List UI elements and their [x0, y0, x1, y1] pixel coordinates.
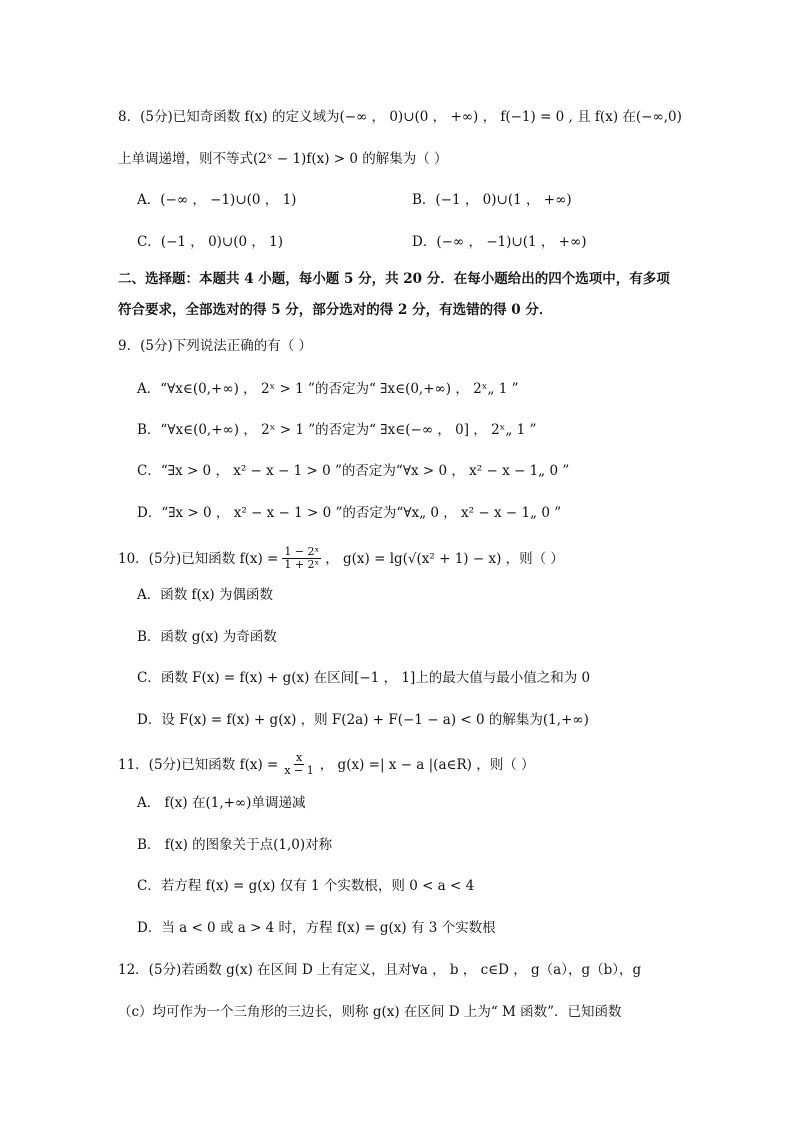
q11-option-a: A． f(x) 在(1,+∞)单调递减 — [137, 795, 306, 811]
q11-stem-post: ， g(x) =| x − a |(a∈R) ，则（ ） — [319, 756, 535, 773]
q9-option-a: A．“∀x∈(0,+∞) ， 2ˣ > 1 ”的否定为“ ∃x∈(0,+∞) ， 2ˣ„ 1 ” — [137, 381, 519, 397]
q10-fraction-numerator: 1 − 2ˣ — [284, 545, 320, 558]
q10-fraction — [282, 546, 321, 571]
q9-option-d: D．“∃x > 0 ， x² − x − 1 > 0 ”的否定为“∀x„ 0 ， x² − x − 1„ 0 ” — [137, 505, 562, 521]
q11-option-d: D．当 a < 0 或 a > 4 时，方程 f(x) = g(x) 有 3 个实数根 — [137, 920, 496, 936]
q8-option-b: B．(−1 ， 0)∪(1 ， +∞) — [412, 192, 572, 208]
section2-header-line1: 二、选择题：本题共 4 小题，每小题 5 分，共 20 分．在每小题给出的四个选项中，有多项 — [118, 271, 670, 287]
q10-option-d: D．设 F(x) = f(x) + g(x) ，则 F(2a) + F(−1 − a) < 0 的解集为(1,+∞) — [137, 712, 589, 728]
q10-stem-pre: 10．(5分)已知函数 f(x) = — [118, 550, 279, 567]
q9-stem: 9．(5分)下列说法正确的有（ ） — [118, 338, 313, 354]
q9-option-b: B．“∀x∈(0,+∞) ， 2ˣ > 1 ”的否定为“ ∃x∈(−∞ ， 0] ， 2ˣ„ 1 ” — [137, 422, 537, 438]
q8-stem-line2: 上单调递增，则不等式(2ˣ − 1)f(x) > 0 的解集为（ ） — [118, 151, 448, 167]
q12-stem-line2: （c）均可作为一个三角形的三边长，则称 g(x) 在区间 D 上为“ M 函数”．已知函数 — [118, 1004, 622, 1020]
q11-fraction — [282, 752, 315, 777]
q9-option-c: C．“∃x > 0 ， x² − x − 1 > 0 ”的否定为“∀x > 0 ， x² − x − 1„ 0 ” — [137, 463, 570, 479]
q11-fraction-numerator: x — [295, 751, 303, 764]
q10-stem-post: ， g(x) = lg(√(x² + 1) − x) ，则（ ） — [325, 550, 564, 567]
q11-stem — [118, 752, 535, 777]
q11-option-b: B． f(x) 的图象关于点(1,0)对称 — [137, 837, 333, 853]
q11-stem-pre: 11．(5分)已知函数 f(x) = — [118, 756, 279, 773]
q10-option-b: B．函数 g(x) 为奇函数 — [137, 629, 277, 645]
q11-fraction-denominator: x − 1 — [284, 764, 314, 777]
q8-option-d: D．(−∞ ， −1)∪(1 ， +∞) — [412, 234, 587, 250]
q10-stem — [118, 546, 564, 571]
section2-header-line2: 符合要求，全部选对的得 5 分，部分选对的得 2 分，有选错的得 0 分． — [118, 302, 553, 318]
q11-option-c: C．若方程 f(x) = g(x) 仅有 1 个实数根，则 0 < a < 4 — [137, 878, 475, 894]
q10-option-c: C．函数 F(x) = f(x) + g(x) 在区间[−1 ， 1]上的最大值与最小值之和为 0 — [137, 670, 591, 686]
q8-option-c: C．(−1 ， 0)∪(0 ， 1) — [137, 234, 284, 250]
q12-stem-line1: 12．(5分)若函数 g(x) 在区间 D 上有定义，且对∀a ， b ， c∈D ， g（a），g（b），g — [118, 962, 642, 978]
q10-fraction-denominator: 1 + 2ˣ — [284, 558, 320, 571]
q8-option-a: A．(−∞ ， −1)∪(0 ， 1) — [137, 192, 297, 208]
q10-option-a: A．函数 f(x) 为偶函数 — [137, 587, 273, 603]
q8-stem-line1: 8．(5分)已知奇函数 f(x) 的定义域为(−∞ ， 0)∪(0 ， +∞) ， f(−1) = 0 , 且 f(x) 在(−∞,0) — [118, 109, 682, 125]
